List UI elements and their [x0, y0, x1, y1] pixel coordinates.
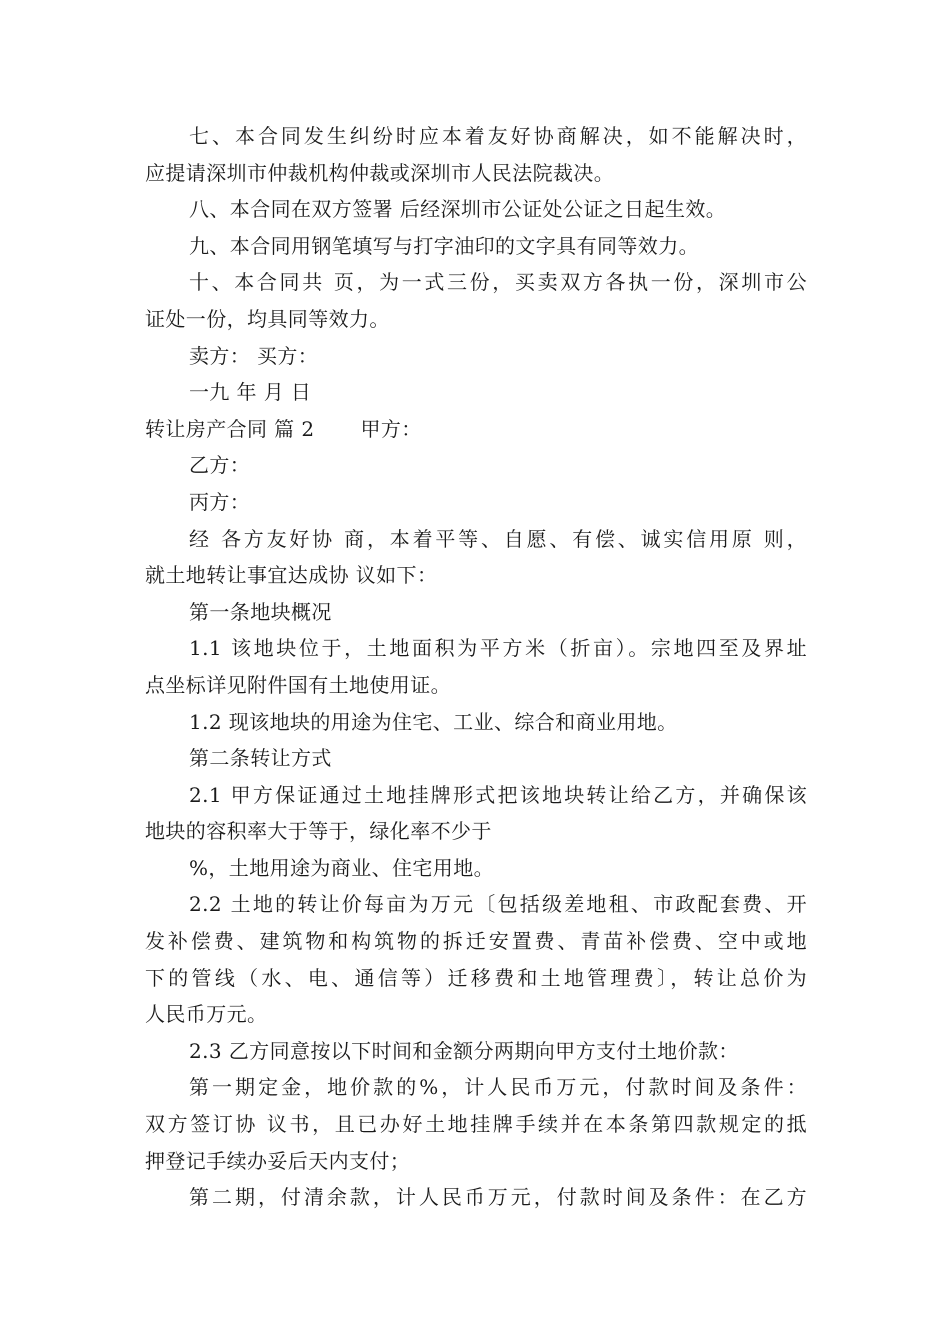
party-c-label: 丙方： — [189, 489, 251, 514]
clause-1-1-line-1: 1.1 该地块位于，土地面积为平方米（折亩）。宗地四至及界址 — [189, 636, 807, 661]
payment-phase-1-line-1: 第一期定金，地价款的%，计人民币万元，付款时间及条件： — [189, 1075, 807, 1100]
clause-2-2-line-1: 2.2 土地的转让价每亩为万元〔包括级差地租、市政配套费、开 — [189, 892, 807, 917]
clause-10-line-1: 十、本合同共 页，为一式三份，买卖双方各执一份，深圳市公 — [189, 270, 807, 295]
clause-2-2-line-4: 人民币万元。 — [145, 1002, 268, 1027]
article-2-heading: 第二条转让方式 — [189, 746, 332, 771]
preamble-line-1: 经 各方友好协 商，本着平等、自愿、有偿、诚实信用原 则， — [189, 526, 807, 551]
clause-9: 九、本合同用钢笔填写与打字油印的文字具有同等效力。 — [189, 233, 699, 258]
contract-2-title: 转让房产合同 篇 2 — [145, 416, 315, 441]
clause-2-1-line-3: %，土地用途为商业、住宅用地。 — [189, 855, 495, 880]
clause-1-2: 1.2 现该地块的用途为住宅、工业、综合和商业用地。 — [189, 709, 678, 734]
clause-8: 八、本合同在双方签署 后经深圳市公证处公证之日起生效。 — [189, 197, 727, 222]
preamble-line-2: 就土地转让事宜达成协 议如下： — [145, 563, 438, 588]
party-a-label: 甲方： — [360, 416, 422, 441]
clause-2-1-line-2: 地块的容积率大于等于，绿化率不少于 — [145, 819, 492, 844]
clause-2-1-line-1: 2.1 甲方保证通过土地挂牌形式把该地块转让给乙方，并确保该 — [189, 782, 807, 807]
payment-phase-1-line-3: 押登记手续办妥后天内支付； — [145, 1148, 411, 1173]
signature-parties: 卖方： 买方： — [189, 343, 319, 368]
party-b-label: 乙方： — [189, 453, 251, 478]
clause-7-line-1: 七、本合同发生纠纷时应本着友好协商解决，如不能解决时， — [189, 124, 807, 148]
signature-date: 一九 年 月 日 — [189, 380, 312, 405]
payment-phase-1-line-2: 双方签订协 议书，且已办好土地挂牌手续并在本条第四款规定的抵 — [145, 1112, 807, 1137]
payment-phase-2-line-1: 第二期，付清余款，计人民币万元，付款时间及条件：在乙方 — [189, 1185, 807, 1210]
clause-1-1-line-2: 点坐标详见附件国有土地使用证。 — [145, 672, 451, 697]
clause-2-2-line-2: 发补偿费、建筑物和构筑物的拆迁安置费、青苗补偿费、空中或地 — [145, 929, 807, 954]
contract-2-heading — [145, 411, 807, 448]
clause-2-3: 2.3 乙方同意按以下时间和金额分两期向甲方支付土地价款： — [189, 1038, 739, 1063]
clause-10-line-2: 证处一份，均具同等效力。 — [145, 306, 390, 331]
clause-2-2-line-3: 下的管线（水、电、通信等）迁移费和土地管理费〕，转让总价为 — [145, 965, 807, 990]
document-body — [145, 118, 807, 1216]
article-1-heading: 第一条地块概况 — [189, 599, 332, 624]
clause-7-line-2: 应提请深圳市仲裁机构仲裁或深圳市人民法院裁决。 — [145, 160, 615, 185]
